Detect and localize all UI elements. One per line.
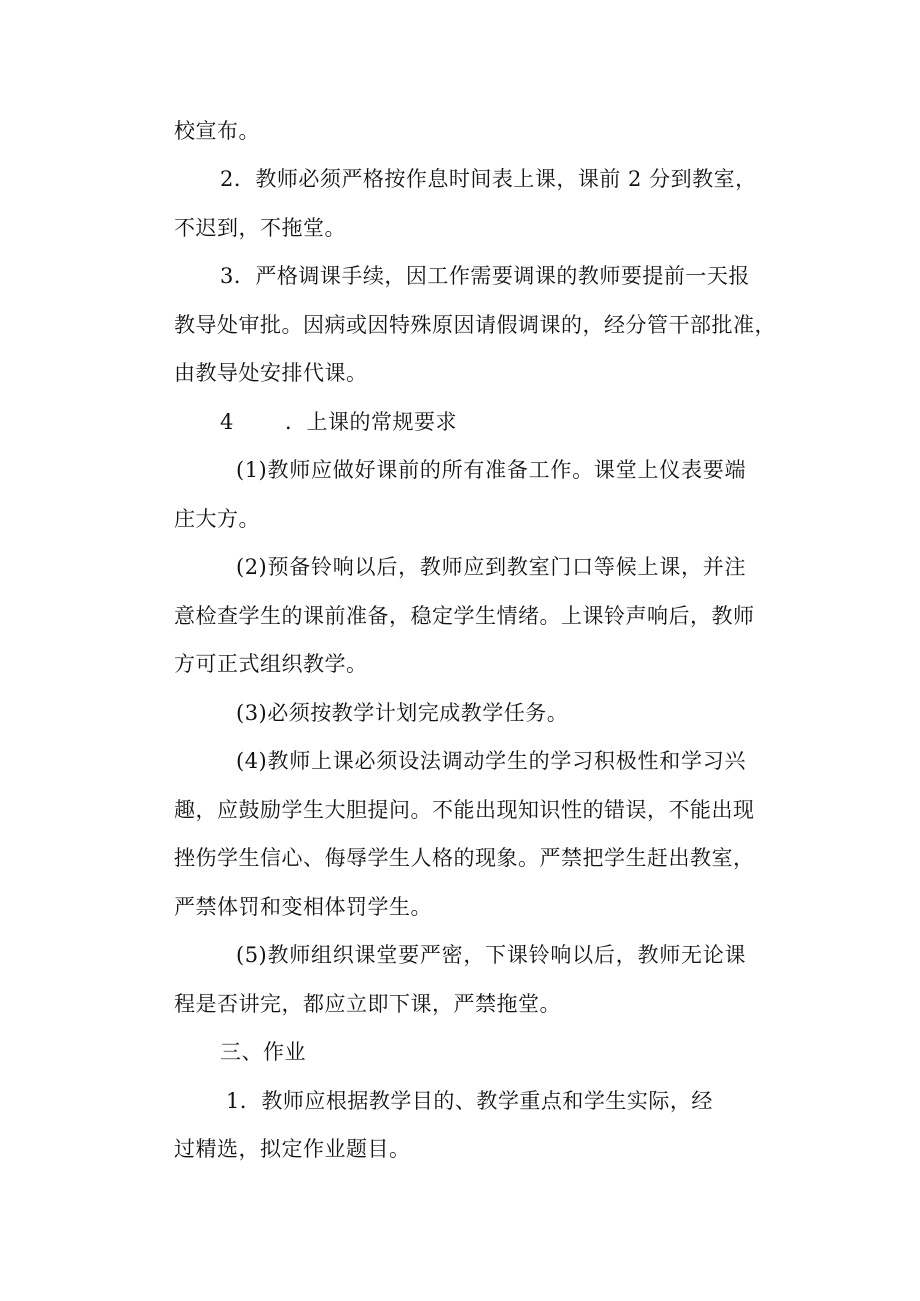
text-line: 方可正式组织教学。 — [174, 652, 368, 676]
text-line: (2)预备铃响以后，教师应到教室门口等候上课，并注 — [236, 555, 746, 579]
text-line: 挫伤学生信心、侮辱学生人格的现象。严禁把学生赶出教室， — [174, 846, 755, 870]
text-line: 意检查学生的课前准备，稳定学生情绪。上课铃声响后，教师 — [174, 604, 755, 628]
text-line: 过精选，拟定作业题目。 — [174, 1137, 411, 1161]
text-line: 由教导处安排代课。 — [174, 361, 368, 385]
text-line: 趣，应鼓励学生大胆提问。不能出现知识性的错误，不能出现 — [174, 798, 755, 822]
text-line: 校宣布。 — [174, 119, 260, 143]
text-line: (5)教师组织课堂要严密，下课铃响以后，教师无论课 — [236, 943, 746, 967]
text-line: 3．严格调课手续，因工作需要调课的教师要提前一天报 — [220, 264, 750, 288]
list-number: 4 — [220, 410, 234, 434]
text-line: 严禁体罚和变相体罚学生。 — [174, 895, 432, 919]
text-line: 教导处审批。因病或因特殊原因请假调课的，经分管干部批准， — [174, 313, 776, 337]
text-line: 不迟到，不拖堂。 — [174, 216, 346, 240]
section-heading: 三、作业 — [220, 1040, 306, 1064]
text-line: 2．教师必须严格按作息时间表上课，课前 2 分到教室， — [220, 167, 757, 191]
text-line: 庄大方。 — [174, 507, 260, 531]
text-line: (3)必须按教学计划完成教学任务。 — [236, 701, 569, 725]
text-line: (1)教师应做好课前的所有准备工作。课堂上仪表要端 — [236, 458, 746, 482]
text-line: (4)教师上课必须设法调动学生的学习积极性和学习兴 — [236, 749, 746, 773]
text-line: 1．教师应根据教学目的、教学重点和学生实际，经 — [226, 1089, 713, 1113]
text-line: 程是否讲完，都应立即下课，严禁拖堂。 — [174, 992, 561, 1016]
section-heading: ．上课的常规要求 — [285, 410, 457, 434]
